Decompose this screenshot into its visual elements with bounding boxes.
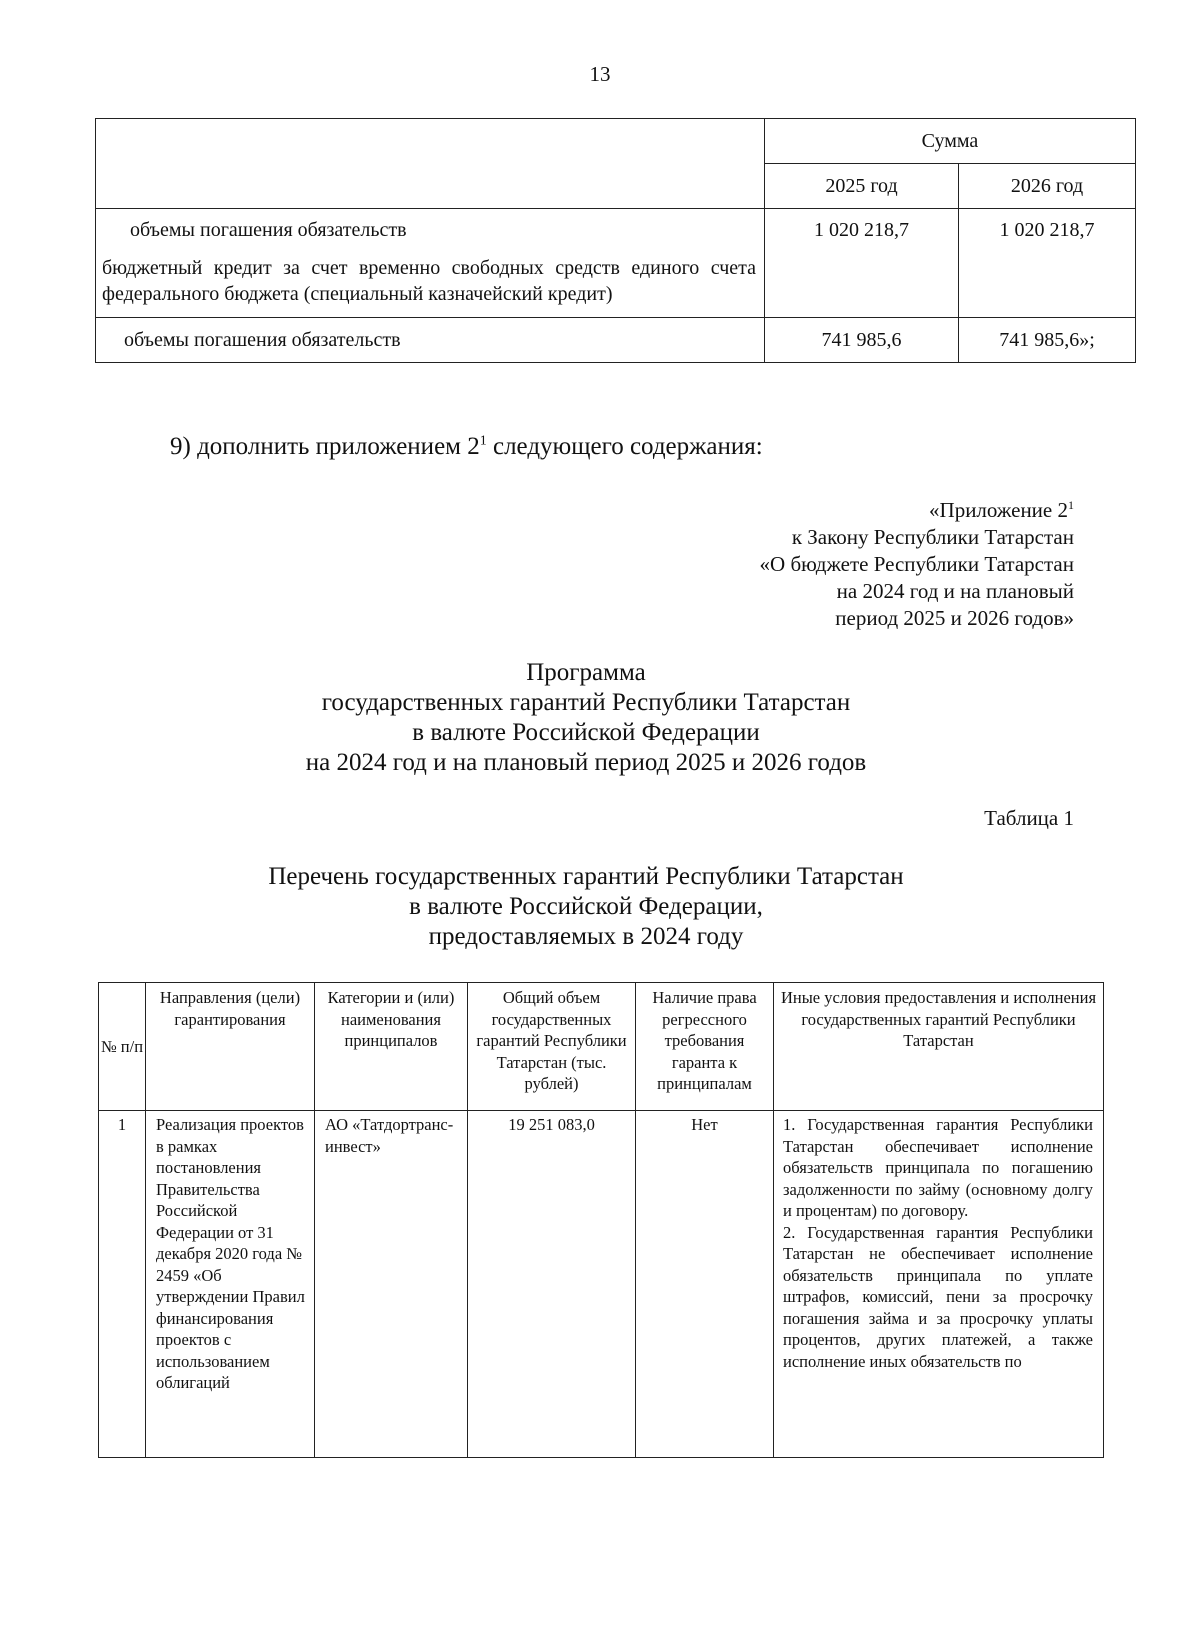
appendix-line-5: период 2025 и 2026 годов» [835, 606, 1074, 630]
condition-2: 2. Государственная гарантия Республики Татарстан не обеспечивает исполнение обязательств принципала по уплате штрафов, комиссий, пени за просрочку погашения займа и за просрочку уплаты процентов, других платежей, а также исполнение иных обязательств по [783, 1222, 1093, 1371]
row-regress: Нет [636, 1111, 774, 1458]
header-principal: Категории и (или) наименования принципалов [315, 983, 468, 1111]
program-title-line-2: государственных гарантий Республики Татарстан [321, 689, 851, 716]
row-principal: АО «Татдортранс-инвест» [315, 1111, 468, 1458]
row-1-label-cell [96, 209, 765, 318]
program-title [0, 658, 1172, 778]
row-2-value-2025: 741 985,6 [765, 318, 959, 363]
row-1-label: объемы погашения обязательств [130, 219, 407, 241]
header-no: № п/п [99, 983, 146, 1111]
budget-credit-subheading: бюджетный кредит за счет временно свободных средств единого счета федерального бюджета (специальный казначейский кредит) [102, 257, 756, 305]
row-1-value-2026: 1 020 218,7 [959, 209, 1136, 318]
year-2026-header: 2026 год [959, 164, 1136, 209]
program-title-line-1: Программа [526, 659, 646, 686]
row-2-value-2026: 741 985,6»; [959, 318, 1136, 363]
year-2025-header: 2025 год [765, 164, 959, 209]
row-no: 1 [99, 1111, 146, 1458]
item-9-sup: 1 [479, 433, 487, 449]
appendix-reference [760, 492, 1074, 632]
appendix-line-3: «О бюджете Республики Татарстан [759, 552, 1074, 576]
appendix-line-1: «Приложение $2^1$ [929, 498, 1074, 522]
header-regress: Наличие права регрессного требования гаранта к принципалам [636, 983, 774, 1111]
repayment-table [95, 118, 1136, 363]
table-row [99, 1111, 1104, 1458]
list-title-line-3: предоставляемых в 2024 году [428, 923, 744, 950]
row-1-value-2025: 1 020 218,7 [765, 209, 959, 318]
header-conditions: Иные условия предоставления и исполнения государственных гарантий Республики Татарстан [774, 983, 1104, 1111]
list-title-line-2: в валюте Российской Федерации, [409, 893, 763, 920]
header-amount: Общий объем государственных гарантий Республики Татарстан (тыс. рублей) [468, 983, 636, 1111]
header-direction: Направления (цели) гарантирования [146, 983, 315, 1111]
item-9-text [170, 433, 763, 461]
sum-header: Сумма [765, 119, 1136, 164]
header-empty-cell [96, 119, 765, 209]
row-conditions [774, 1111, 1104, 1458]
list-title [0, 862, 1172, 952]
appendix-line-2: к Закону Республики Татарстан [791, 525, 1074, 549]
condition-1: 1. Государственная гарантия Республики Татарстан обеспечивает исполнение обязательств принципала по погашению задолженности по займу (основному долгу и процентам) по договору. [783, 1115, 1093, 1220]
row-amount: 19 251 083,0 [468, 1111, 636, 1458]
list-title-line-1: Перечень государственных гарантий Республики Татарстан [268, 863, 904, 890]
appendix-line-4: на 2024 год и на плановый [836, 579, 1074, 603]
program-title-line-3: в валюте Российской Федерации [412, 719, 760, 746]
row-direction: Реализация проектов в рамках постановления Правительства Российской Федерации от 31 декабря 2020 года № 2459 «Об утверждении Правил финансирования проектов с использованием облигаций [146, 1111, 315, 1458]
page-number: 13 [589, 62, 611, 86]
item-9-after: следующего содержания: [486, 433, 763, 460]
guarantees-table [98, 982, 1104, 1458]
program-title-line-4: на 2024 год и на плановый период 2025 и 2026 годов [305, 749, 867, 776]
item-9-before: 9) дополнить приложением 2 [170, 433, 480, 460]
row-2-label: объемы погашения обязательств [96, 318, 765, 363]
table-label: Таблица 1 [984, 806, 1074, 830]
